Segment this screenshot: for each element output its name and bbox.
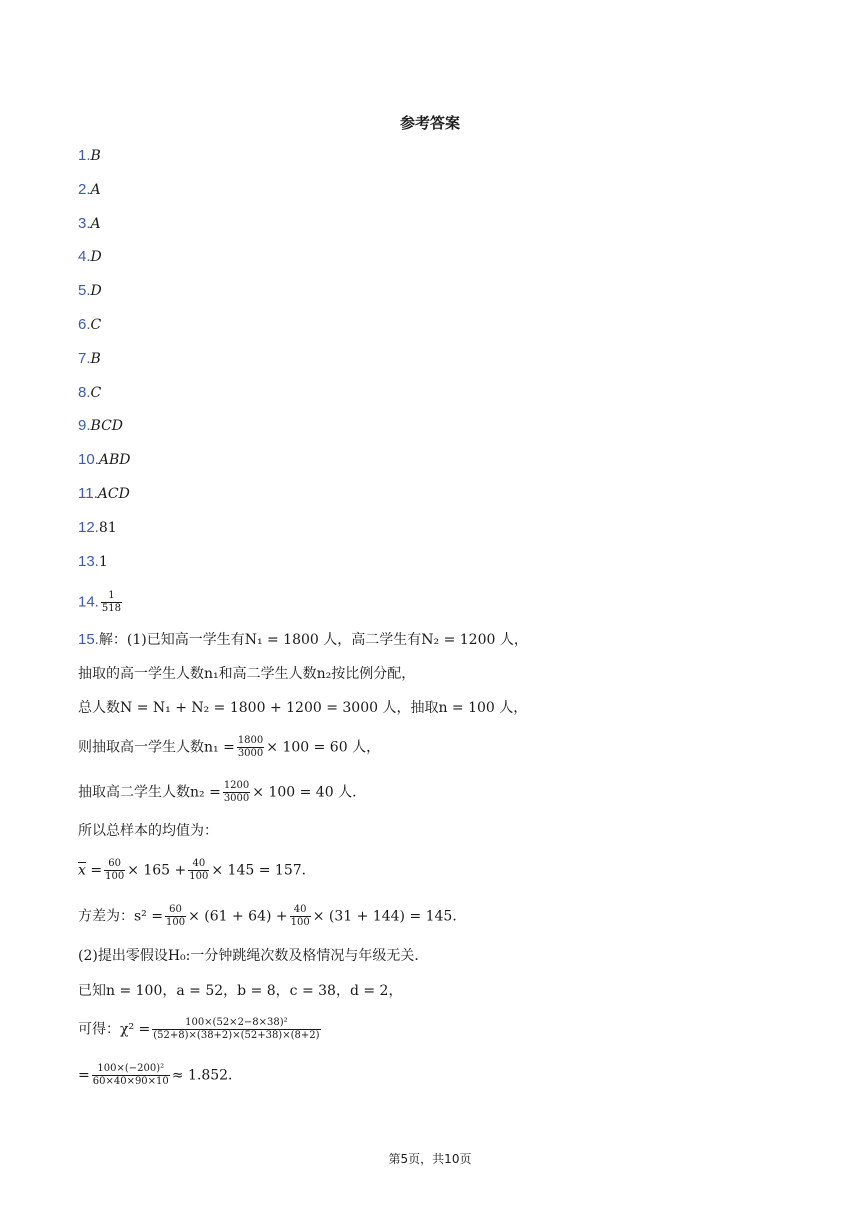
question-number: 2. [78, 180, 91, 198]
fraction: $\frac{1200}{3000}$ [223, 780, 250, 804]
answer-line [78, 382, 101, 404]
answer-value: C [90, 317, 102, 333]
answer-value: D [90, 283, 102, 300]
solution-15-line-12: = $\frac{\text{100×(−200)²}}{60\times 40\times 90\times 10}$ ≈ 1.852． [78, 1063, 243, 1087]
fraction: $\frac{40}{100}$ [189, 858, 209, 882]
question-number: 9. [78, 417, 91, 435]
answer-value: A [90, 215, 101, 232]
page-footer: 第5页，共10页 [388, 1152, 472, 1166]
answer-line [78, 179, 101, 201]
answer-line [78, 314, 101, 336]
answer-line [78, 517, 117, 539]
question-number: 1. [78, 147, 91, 164]
solution-15-line-8: 方差为：s² = $\frac{60}{100}$ × (61 + 64) + $\frac{40}{100}$ × (31 + 144) = 145． [78, 904, 467, 928]
answer-line [78, 145, 101, 167]
question-number: 8. [78, 383, 91, 401]
solution-15-line-10: 已知n = 100，a = 52，b = 8，c = 38，d = 2， [78, 983, 403, 999]
fraction: $\frac{\text{100×(52×2−8×38)²}}{(52+8)\times(38+2)\times(52+38)\times(8+2)}$ [153, 1017, 320, 1041]
solution-15-line-4: 则抽取高一学生人数n₁ = $\frac{1800}{3000}$ × 100 = 60 人， [78, 735, 381, 759]
question-number: 10. [78, 451, 99, 469]
answer-value: ACD [97, 486, 130, 502]
fraction: $\frac{60}{100}$ [105, 858, 125, 882]
answer-value: ABD [98, 452, 131, 469]
question-number: 14. [78, 593, 99, 611]
solution-15-line-3: 总人数N = N₁ + N₂ = 1800 + 1200 = 3000 人，抽取n = 100 人， [78, 700, 528, 716]
question-number: 7. [78, 349, 91, 367]
answer-line [78, 551, 108, 573]
question-number: 5. [78, 282, 91, 300]
solution-15-line-11: 可得：χ² = $\frac{\text{100×(52×2−8×38)²}}{(52+8)\times(38+2)\times(52+38)\times(8+2)}$ [78, 1017, 320, 1041]
answer-value: B [90, 350, 101, 367]
fraction: $\frac{1800}{3000}$ [237, 735, 264, 759]
answer-line [78, 415, 123, 437]
solution-15-line-5: 抽取高二学生人数n₂ = $\frac{1200}{3000}$ × 100 = 40 人． [78, 780, 367, 804]
question-number: 3. [78, 214, 91, 232]
answer-line [78, 483, 130, 505]
answer-line [78, 348, 101, 370]
solution-15-line-1: 15.解：(1)已知高一学生有N₁ = 1800 人，高二学生有N₂ = 1200 人， [78, 631, 528, 648]
answer-line [78, 449, 130, 471]
solution-15-line-2: 抽取的高一学生人数n₁和高二学生人数n₂按比例分配， [78, 666, 416, 682]
answer-line [78, 280, 102, 302]
question-number: 6. [78, 316, 91, 333]
solution-15-line-6: 所以总样本的均值为： [78, 823, 218, 839]
solution-15-line-7: $\overline{x}$ = $\frac{60}{100}$ × 165 + $\frac{40}{100}$ × 145 = 157． [78, 858, 316, 882]
question-number: 15. [78, 631, 99, 648]
answer-value: 81 [98, 519, 117, 536]
fraction: $\frac{60}{100}$ [165, 904, 186, 928]
question-number: 12. [78, 518, 99, 536]
answer-value: BCD [90, 418, 123, 435]
question-number: 11. [78, 485, 98, 502]
answer-value: D [90, 249, 102, 266]
answer-value: 1 [98, 553, 108, 570]
answer-14 [78, 590, 124, 615]
question-number: 4. [78, 248, 91, 266]
question-number: 13. [78, 552, 99, 570]
answer-line [78, 213, 101, 235]
fraction: $\frac{1}{518}$ [101, 590, 121, 614]
solution-15-line-9: (2)提出零假设H₀:一分钟跳绳次数及格情况与年级无关． [78, 948, 429, 964]
page-title: 参考答案 [399, 114, 460, 132]
fraction: $\frac{\text{100×(−200)²}}{60\times 40\times 90\times 10}$ [92, 1063, 169, 1087]
answer-line [78, 246, 102, 268]
answer-value: B [90, 148, 101, 164]
fraction: $\frac{40}{100}$ [290, 904, 310, 928]
answer-value: C [90, 384, 102, 401]
answer-value: A [90, 181, 101, 198]
